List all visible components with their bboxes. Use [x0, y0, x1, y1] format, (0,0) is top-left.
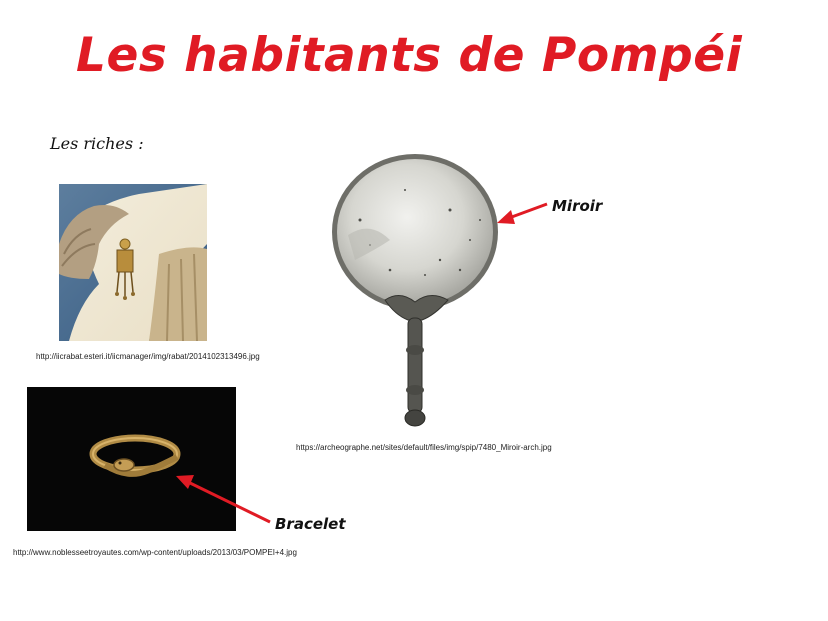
mirror-image — [330, 150, 505, 435]
slide-title: Les habitants de Pompéi — [76, 28, 743, 83]
bracelet-arrow — [170, 470, 280, 530]
bracelet-label: Bracelet — [275, 515, 346, 533]
bracelet-image-source: http://www.noblesseetroyautes.com/wp-content/uploads/2013/03/POMPEI+4.jpg — [13, 548, 297, 557]
earring-fresco-image — [59, 184, 207, 341]
mirror-image-source: https://archeographe.net/sites/default/files/img/spip/7480_Miroir-arch.jpg — [296, 443, 552, 452]
mirror-arrow — [495, 198, 555, 228]
mirror-label: Miroir — [552, 197, 603, 215]
section-subtitle: Les riches : — [50, 134, 144, 153]
earring-image-source: http://iicrabat.esteri.it/iicmanager/img/rabat/2014102313496.jpg — [36, 352, 260, 361]
